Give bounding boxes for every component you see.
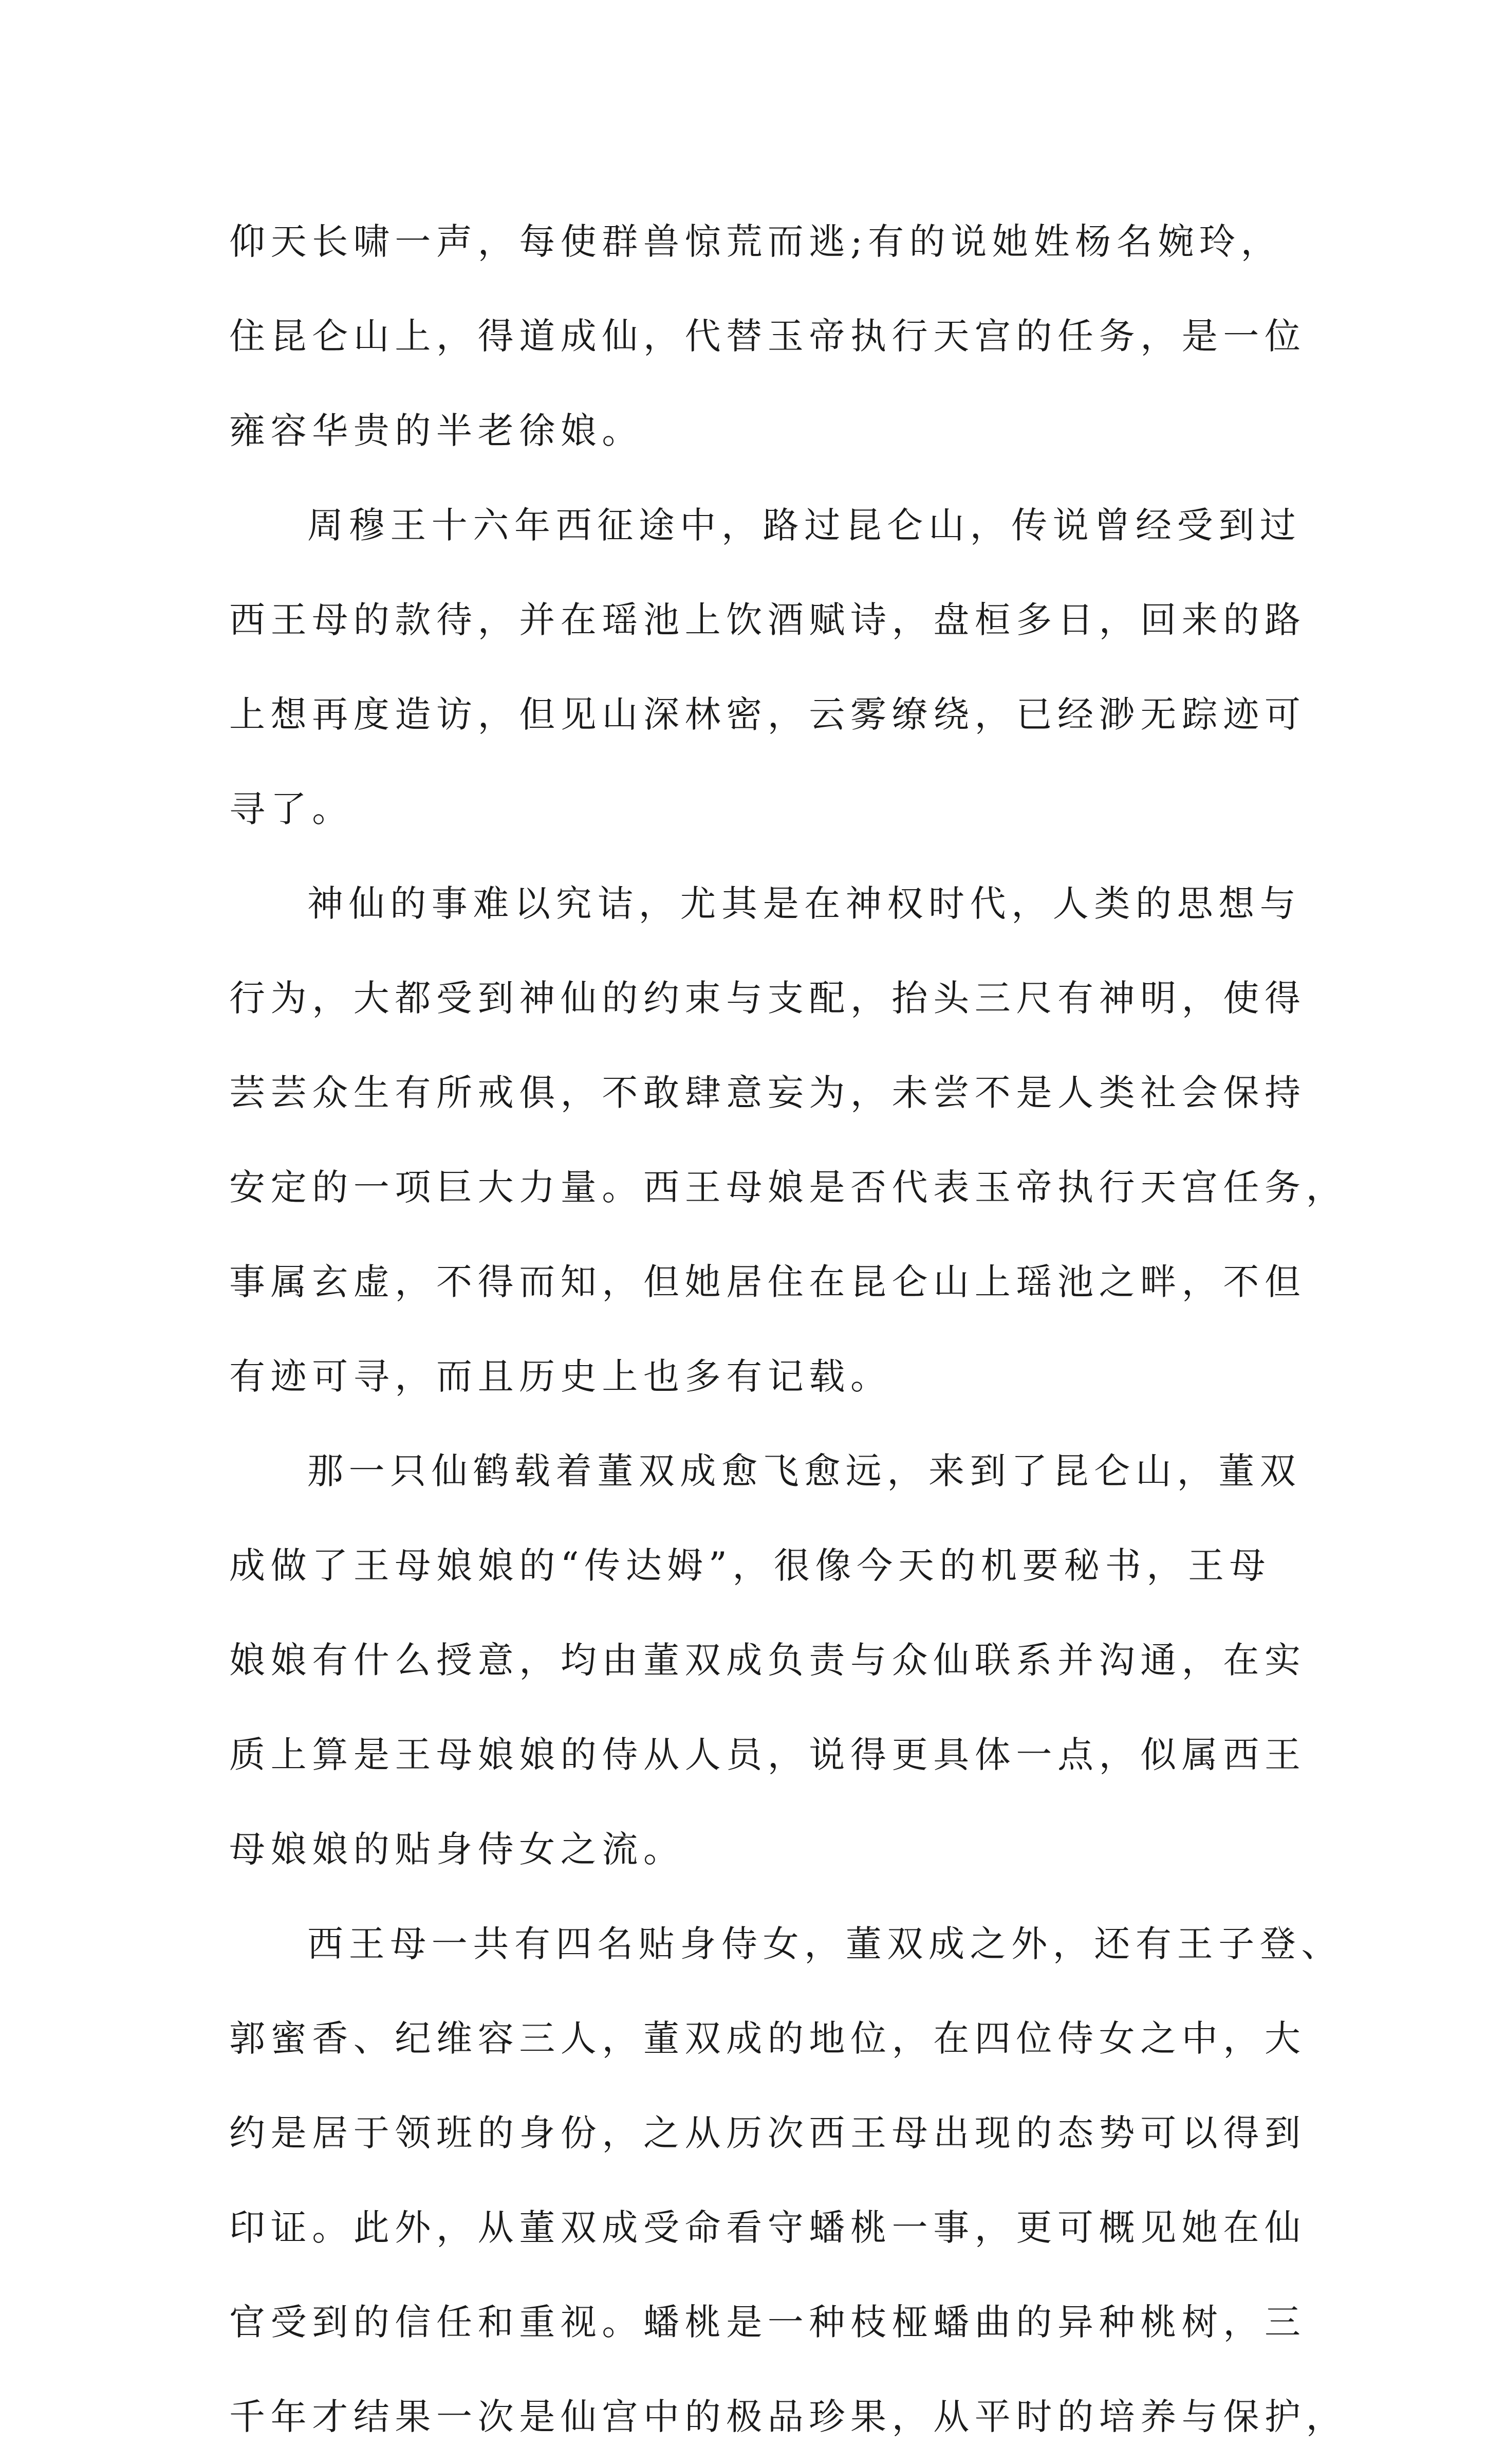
text-line: 上想再度造访，但见山深林密，云雾缭绕，已经渺无踪迹可 (229, 693, 1306, 735)
paragraph-first-line: 周穆王十六年西征途中，路过昆仑山，传说曾经受到过 (307, 504, 1302, 546)
text-line: 西王母的款待，并在瑶池上饮酒赋诗，盘桓多日，回来的路 (229, 599, 1306, 641)
text-line: 住昆仑山上，得道成仙，代替玉帝执行天宫的任务，是一位 (229, 315, 1306, 357)
text-line: 郭蜜香、纪维容三人，董双成的地位，在四位侍女之中，大 (229, 2017, 1306, 2060)
text-line: 成做了王母娘娘的“传达姆”，很像今天的机要秘书，王母 (229, 1544, 1271, 1587)
text-line: 娘娘有什么授意，均由董双成负责与众仙联系并沟通，在实 (229, 1639, 1306, 1681)
text-line: 仰天长啸一声，每使群兽惊荒而逃;有的说她姓杨名婉玲， (229, 220, 1282, 263)
paragraph-first-line: 那一只仙鹤载着董双成愈飞愈远，来到了昆仑山，董双 (307, 1450, 1302, 1492)
text-line: 千年才结果一次是仙宫中的极品珍果，从平时的培养与保护， (229, 2396, 1348, 2438)
text-line: 寻了。 (229, 788, 354, 830)
text-line: 安定的一项巨大力量。西王母娘是否代表玉帝执行天宫任务， (229, 1166, 1348, 1208)
text-line: 质上算是王母娘娘的侍从人员，说得更具体一点，似属西王 (229, 1734, 1306, 1776)
text-line: 事属玄虚，不得而知，但她居住在昆仑山上瑶池之畔，不但 (229, 1261, 1306, 1303)
text-line: 行为，大都受到神仙的约束与支配，抬头三尺有神明，使得 (229, 977, 1306, 1019)
text-line: 雍容华贵的半老徐娘。 (229, 410, 643, 452)
text-line: 印证。此外，从董双成受命看守蟠桃一事，更可概见她在仙 (229, 2206, 1306, 2249)
text-line: 约是居于领班的身份，之从历次西王母出现的态势可以得到 (229, 2112, 1306, 2154)
body-text (229, 194, 1348, 2464)
text-line: 有迹可寻，而且历史上也多有记载。 (229, 1355, 892, 1398)
paragraph-first-line: 西王母一共有四名贴身侍女，董双成之外，还有王子登、 (307, 1923, 1343, 1965)
text-line: 官受到的信任和重视。蟠桃是一种枝桠蟠曲的异种桃树，三 (229, 2301, 1306, 2343)
text-line: 芸芸众生有所戒俱，不敢肆意妄为，未尝不是人类社会保持 (229, 1072, 1306, 1114)
paragraph-first-line: 神仙的事难以究诘，尤其是在神权时代，人类的思想与 (307, 882, 1302, 925)
text-line: 母娘娘的贴身侍女之流。 (229, 1828, 685, 1870)
